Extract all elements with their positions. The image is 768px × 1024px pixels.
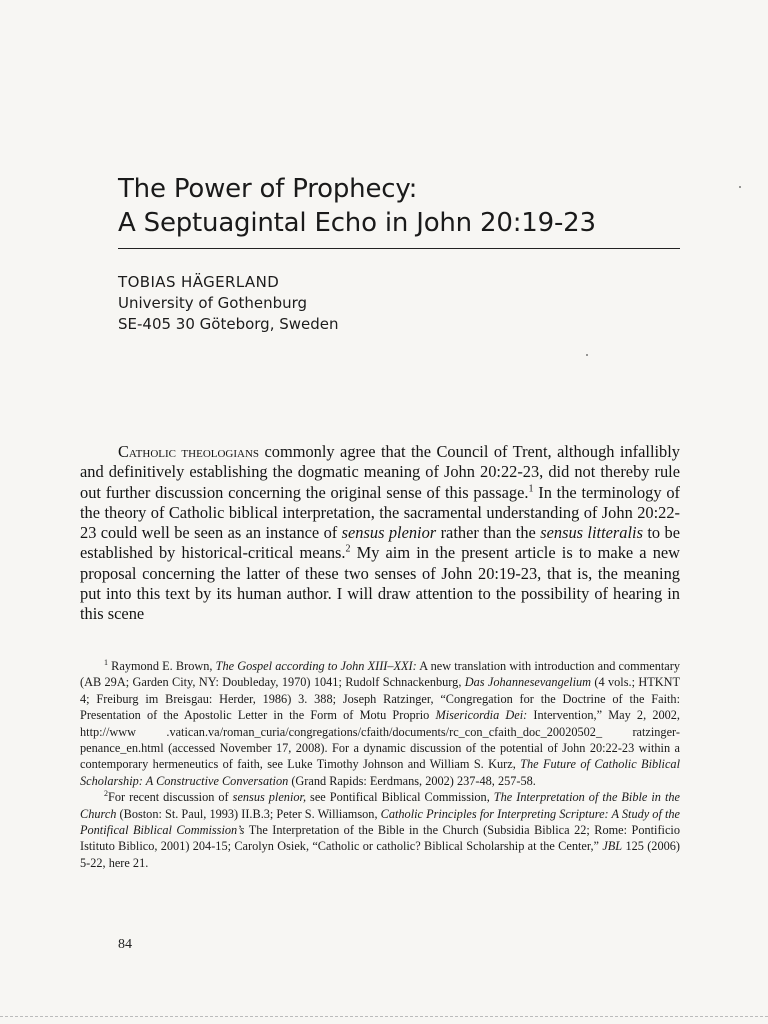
footnote-italic: The Future of Catholic Biblical Scholarship: A Constructive Conversation bbox=[80, 757, 680, 788]
footnote-italic: sensus plenior, bbox=[232, 790, 307, 805]
footnote-ref-1: 1 bbox=[528, 483, 534, 495]
footnote-text: Raymond E. Brown, bbox=[108, 659, 216, 673]
title-line-1: The Power of Prophecy: bbox=[118, 174, 418, 204]
author-name: TOBIAS HÄGERLAND bbox=[118, 273, 280, 291]
footnote-italic: The Interpretation of the Bible in the Church bbox=[80, 790, 680, 821]
footnote-number: 1 bbox=[104, 657, 108, 667]
body-text-run: to be established by historical-critical means. bbox=[80, 523, 680, 563]
footnote-text: (Grand Rapids: Eerdmans, 2002) 237-48, 257-58. bbox=[288, 773, 536, 788]
scan-edge bbox=[0, 1016, 768, 1017]
body-text-run: In the terminology of the theory of Catholic biblical interpretation, the sacramental understanding of John 20:22-23 could well be seen as an instance of bbox=[80, 482, 680, 543]
scan-speck bbox=[739, 186, 741, 188]
author-address: SE-405 30 Göteborg, Sweden bbox=[118, 315, 339, 333]
body-text-run: My aim in the present article is to make a new proposal concerning the latter of these two senses of John 20:19-23, that is, the meaning put into this text by its human author. I will draw attention to the possibility of hearing in this scene bbox=[80, 543, 681, 624]
footnote-text: The Interpretation of the Bible in the Church (Subsidia Biblica 22; Rome: Pontificio Istituto Biblico, 2001) 204-15; Carolyn Osiek, “Catholic or catholic? Biblical Scholarship at the Center,” bbox=[80, 823, 680, 854]
body-text-run: commonly agree that the Council of Trent, although infallibly and definitively establishing the dogmatic meaning of John 20:22-23, did not thereby rule out further discussion concerning the original sense of this passage. bbox=[80, 442, 680, 502]
title-line-2: A Septuagintal Echo in John 20:19-23 bbox=[118, 208, 596, 238]
footnote-2 bbox=[80, 789, 680, 871]
small-caps-opening: Catholic theologians bbox=[118, 442, 260, 461]
footnote-1 bbox=[80, 658, 680, 789]
footnote-text: Intervention,” May 2, 2002, http://www .vatican.va/roman_curia/congregations/cfaith/documents/rc_con_cfaith_doc_20020502_ ratzinger-penance_en.html (accessed November 17, 2008). For a dynamic discussion of the potential of John 20:22-23 within a contemporary hermeneutics of faith, see Luke Timothy Johnson and William S. Kurz, bbox=[80, 708, 680, 772]
author-block bbox=[118, 272, 339, 335]
title-divider bbox=[118, 248, 680, 249]
footnote-italic: The Gospel according to John XIII–XXI: bbox=[215, 659, 417, 673]
author-affiliation: University of Gothenburg bbox=[118, 294, 308, 312]
italic-term: sensus plenior bbox=[341, 523, 437, 543]
footnote-italic: Misericordia Dei: bbox=[435, 708, 528, 723]
footnote-italic: JBL bbox=[602, 839, 623, 854]
footnotes bbox=[80, 658, 680, 871]
footnote-text: 125 (2006) 5-22, here 21. bbox=[80, 839, 681, 870]
footnote-text: A new translation with introduction and commentary (AB 29A; Garden City, NY: Doubleday, 1970) 1041; Rudolf Schnackenburg, bbox=[80, 659, 681, 690]
footnote-text: (Boston: St. Paul, 1993) II.B.3; Peter S. Williamson, bbox=[116, 806, 381, 821]
italic-term: sensus litteralis bbox=[540, 523, 643, 543]
body-paragraph bbox=[80, 442, 680, 625]
page-number: 84 bbox=[118, 937, 132, 952]
footnote-number: 2 bbox=[104, 789, 108, 799]
footnote-text: see Pontifical Biblical Commission, bbox=[306, 790, 494, 805]
scan-speck bbox=[586, 354, 588, 356]
footnote-ref-2: 2 bbox=[345, 544, 351, 556]
body-text-run: rather than the bbox=[436, 523, 541, 543]
footnote-italic: Catholic Principles for Interpreting Scripture: A Study of the Pontifical Biblical Commission’s bbox=[80, 806, 680, 838]
footnote-text: For recent discussion of bbox=[108, 790, 233, 805]
article-title bbox=[118, 172, 678, 240]
footnote-text: (4 vols.; HTKNT 4; Freiburg im Breisgau: Herder, 1986) 3. 388; Joseph Ratzinger, “Congregation for the Doctrine of the Faith: Presentation of the Apostolic Letter in the Form of Motu Proprio bbox=[80, 675, 681, 723]
footnote-italic: Das Johannesevangelium bbox=[464, 675, 592, 690]
